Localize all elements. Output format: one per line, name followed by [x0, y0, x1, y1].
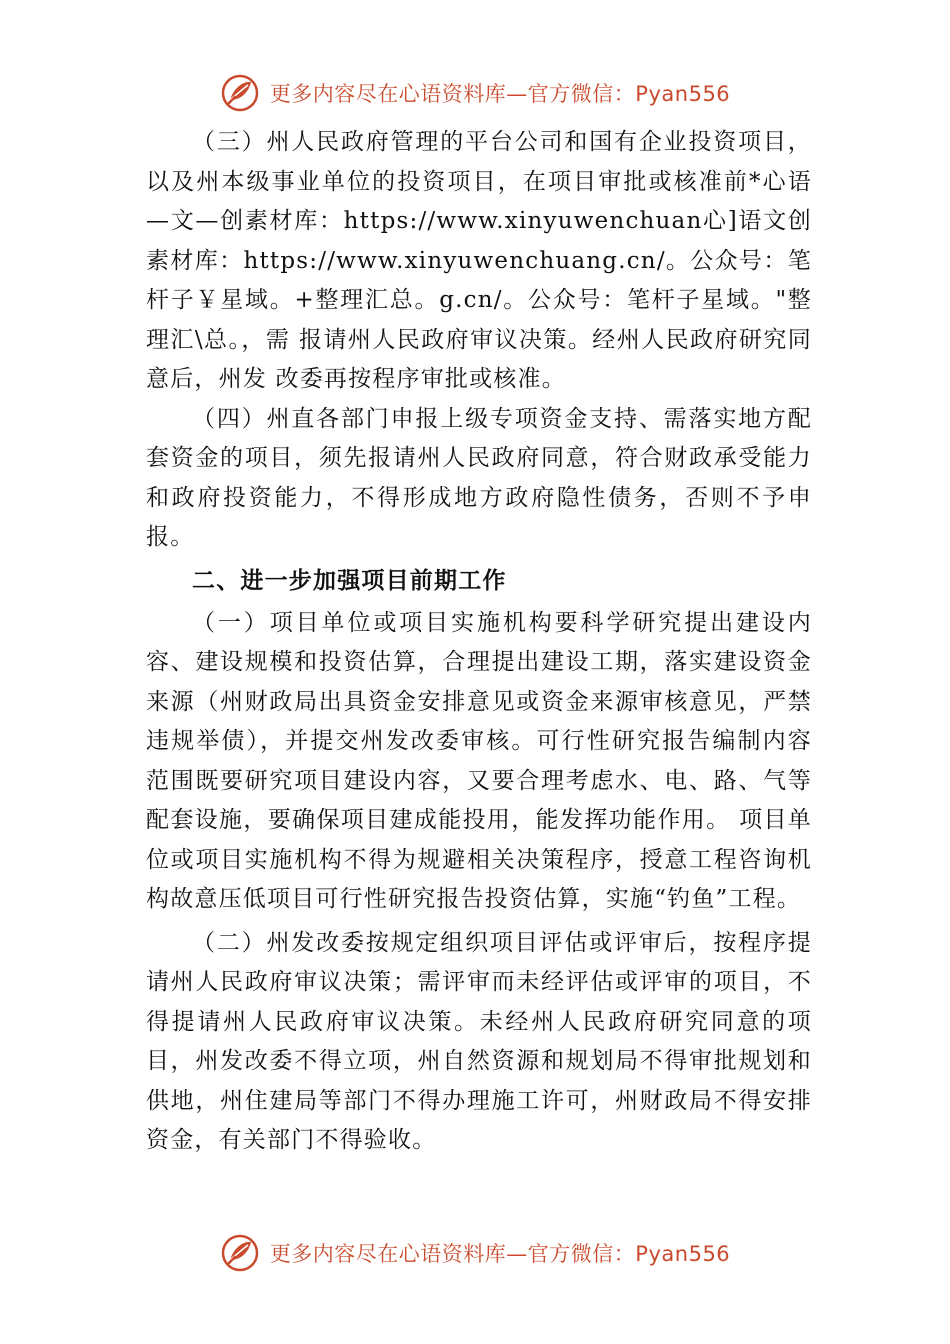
- paragraph-item-3: （三）州人民政府管理的平台公司和国有企业投资项目，以及州本级事业单位的投资项目，在项目审批或核准前*心语—文—创素材库：https://www.xinyuwenchuan心]语文创素材库：https://www.xinyuwenchuang.cn/。公众号：笔杆子￥星域。+整理汇总。g.cn/。公众号：笔杆子星域。"整理汇\总。，需 报请州人民政府审议决策。经州人民政府研究同意后，州发 改委再按程序审批或核准。: [146, 129, 812, 392]
- document-body: [146, 123, 812, 1161]
- watermark-text: 更多内容尽在心语资料库—官方微信：Pyan556: [269, 82, 731, 106]
- footer-watermark: [0, 1228, 950, 1278]
- paragraph-section2-item-2: （二）州发改委按规定组织项目评估或评审后，按程序提请州人民政府审议决策；需评审而未经评估或评审的项目，不得提请州人民政府审议决策。未经州人民政府研究同意的项目，州发改委不得立项，州自然资源和规划局不得审批规划和供地，州住建局等部门不得办理施工许可，州财政局不得安排资金，有关部门不得验收。: [146, 929, 812, 1153]
- header-watermark: [0, 68, 950, 118]
- watermark-text: 更多内容尽在心语资料库—官方微信：Pyan556: [269, 1242, 731, 1266]
- paragraph-section2-item-1: （一）项目单位或项目实施机构要科学研究提出建设内容、建设规模和投资估算，合理提出建设工期，落实建设资金来源（州财政局出具资金安排意见或资金来源审核意见，严禁违规举债），并提交州发改委审核。可行性研究报告编制内容范围既要研究项目建设内容，又要合理考虑水、电、路、气等配套设施，要确保项目建成能投用，能发挥功能作用。 项目单位或项目实施机构不得为规避相关决策程序，授意工程咨询机构故意压低项目可行性研究报告投资估算，实施“钓鱼”工程。: [146, 609, 812, 912]
- leaf-logo-icon: [220, 1233, 260, 1273]
- leaf-logo-icon: [220, 73, 260, 113]
- paragraph-item-4: （四）州直各部门申报上级专项资金支持、需落实地方配套资金的项目，须先报请州人民政府同意，符合财政承受能力和政府投资能力，不得形成地方政府隐性债务，否则不予申报。: [146, 405, 812, 550]
- section-heading: 二、进一步加强项目前期工作: [192, 567, 507, 594]
